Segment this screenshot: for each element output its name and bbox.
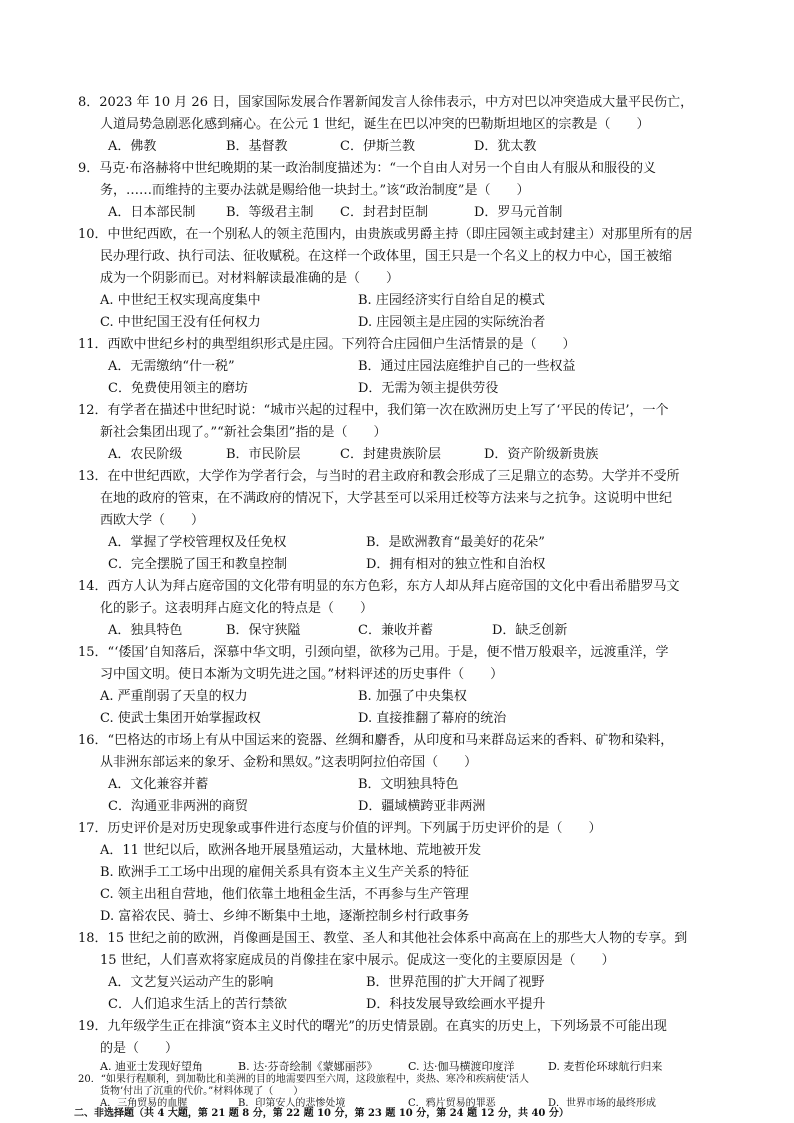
option-b[interactable]: B．等级君主制 xyxy=(226,205,314,220)
question-11 xyxy=(78,334,718,400)
option-row xyxy=(78,708,718,730)
question-stem-line: 19．九年级学生正在排演“资本主义时代的曙光”的历史情景剧。在真实的历史上，下列场景不可能出现 xyxy=(78,1019,667,1034)
option-a[interactable]: A．11 世纪以后，欧洲各地开展垦殖运动，大量林地、荒地被开发 xyxy=(100,843,482,858)
option-c[interactable]: C．人们追求生活上的苦行禁欲 xyxy=(108,997,287,1012)
option-row xyxy=(78,972,718,994)
option-b[interactable]: B．基督教 xyxy=(226,139,288,154)
option-b[interactable]: B．印第安人的悲惨处境 xyxy=(238,1098,346,1109)
option-b[interactable]: B. 欧洲手工工场中出现的雇佣关系具有资本主义生产关系的特征 xyxy=(100,865,469,880)
question-stem-line: 15．“‘倭国’自知落后，深慕中华文明，引颈向望，欲移为己用。于是，便不惜万般艰辛，远渡重洋，学 xyxy=(78,645,669,660)
option-d[interactable]: D. 庄园领主是庄园的实际统治者 xyxy=(358,315,546,330)
option-row xyxy=(78,202,718,224)
question-stem-line: 9．马克·布洛赫将中世纪晚期的某一政治制度描述为：“一个自由人对另一个自由人有服从和服役的义 xyxy=(78,161,657,176)
option-c[interactable]: C. 达·伽马横渡印度洋 xyxy=(408,1060,515,1073)
option-row xyxy=(78,356,718,378)
option-d[interactable]: D．犹太教 xyxy=(474,139,537,154)
question-stem-line: 15 世纪，人们喜欢将家庭成员的肖像挂在家中展示。促成这一变化的主要原因是（ ） xyxy=(100,953,615,968)
question-stem-line: 18．15 世纪之前的欧洲，肖像画是国王、教堂、圣人和其他社会体系中高高在上的那些大人物的专享。到 xyxy=(78,931,688,946)
option-b[interactable]: B．世界范围的扩大开阔了视野 xyxy=(366,975,545,990)
option-c[interactable]: C．兼收并蓄 xyxy=(358,623,433,638)
option-c[interactable]: C．鸦片贸易的罪恶 xyxy=(408,1098,496,1109)
option-d[interactable]: D. 直接推翻了幕府的统治 xyxy=(358,711,507,726)
question-stem-line: 新社会集团出现了。”“新社会集团”指的是（ ） xyxy=(100,425,387,440)
option-row xyxy=(78,444,718,466)
option-a[interactable]: A. 迪亚士发现好望角 xyxy=(100,1060,203,1073)
option-row xyxy=(78,994,718,1016)
option-a[interactable]: A．日本部民制 xyxy=(108,205,196,220)
option-row xyxy=(78,1060,718,1074)
question-stem-line: 化的影子。这表明拜占庭文化的特点是（ ） xyxy=(100,601,374,616)
option-d[interactable]: D. 麦哲伦环球航行归来 xyxy=(548,1060,663,1073)
option-b[interactable]: B．市民阶层 xyxy=(226,447,301,462)
option-d[interactable]: D．罗马元首制 xyxy=(474,205,563,220)
option-row xyxy=(78,378,718,400)
option-row xyxy=(78,312,718,334)
option-row xyxy=(78,796,718,818)
option-a[interactable]: A. 严重削弱了天皇的权力 xyxy=(100,689,248,704)
option-d[interactable]: D. 富裕农民、骑士、乡绅不断集中土地，逐渐控制乡村行政事务 xyxy=(100,909,470,924)
question-20 xyxy=(78,1074,718,1110)
question-stem-line: 的是（ ） xyxy=(100,1041,179,1056)
option-row xyxy=(78,774,718,796)
question-stem-line: 人道局势急剧恶化感到痛心。在公元 1 世纪，诞生在巴以冲突的巴勒斯坦地区的宗教是（ ） xyxy=(100,117,650,132)
question-9 xyxy=(78,158,718,224)
question-stem-line: 13．在中世纪西欧，大学作为学者行会，与当时的君主政府和教会形成了三足鼎立的态势。大学并不受所 xyxy=(78,469,680,484)
option-c[interactable]: C. 领主出租自营地，他们依靠土地租金生活，不再参与生产管理 xyxy=(100,887,469,902)
option-d[interactable]: D．资产阶级新贵族 xyxy=(484,447,599,462)
question-8 xyxy=(78,92,718,158)
option-c[interactable]: C．免费使用领主的磨坊 xyxy=(108,381,248,396)
question-19 xyxy=(78,1016,718,1060)
option-c[interactable]: C. 使武士集团开始掌握政权 xyxy=(100,711,261,726)
option-c[interactable]: C．封建贵族阶层 xyxy=(340,447,441,462)
question-stem-line: 习中国文明。使日本渐为文明先进之国。”材料评述的历史事件（ ） xyxy=(100,667,504,682)
question-stem-line: 10．中世纪西欧，在一个别私人的领主范围内，由贵族或男爵主持（即庄园领主或封建主）对那里所有的居 xyxy=(78,227,693,242)
option-b[interactable]: B. 达·芬奇绘制《蒙娜丽莎》 xyxy=(238,1060,378,1073)
question-15 xyxy=(78,642,718,730)
question-16 xyxy=(78,730,718,818)
option-a[interactable]: A．无需缴纳“什一税” xyxy=(108,359,235,374)
question-14 xyxy=(78,576,718,642)
option-row xyxy=(78,136,718,158)
option-a[interactable]: A．三角贸易的血腥 xyxy=(100,1098,188,1109)
question-stem-line: 17．历史评价是对历史现象或事件进行态度与价值的评判。下列属于历史评价的是（ ） xyxy=(78,821,602,836)
question-13 xyxy=(78,466,718,576)
question-stem-line: 8．2023 年 10 月 26 日，国家国际发展合作署新闻发言人徐伟表示，中方对巴以冲突造成大量平民伤亡， xyxy=(78,95,694,110)
question-stem-line: 在地的政府的管束，在不满政府的情况下，大学甚至可以采用迁校等方法来与之抗争。这说明中世纪 xyxy=(100,491,673,506)
option-b[interactable]: B．是欧洲教育“最美好的花朵” xyxy=(366,535,545,550)
question-stem-line: 西欧大学（ ） xyxy=(100,513,205,528)
option-d[interactable]: D．拥有相对的独立性和自治权 xyxy=(366,557,546,572)
question-19-options xyxy=(78,1060,718,1074)
question-10 xyxy=(78,224,718,334)
option-row xyxy=(78,554,718,576)
option-row xyxy=(78,686,718,708)
option-b[interactable]: B. 庄园经济实行自给自足的模式 xyxy=(358,293,545,308)
option-b[interactable]: B. 加强了中央集权 xyxy=(358,689,467,704)
question-17 xyxy=(78,818,718,928)
option-d[interactable]: D．世界市场的最终形成 xyxy=(548,1098,657,1109)
question-stem-line: 民办理行政、执行司法、征收赋税。在这样一个政体里，国王只是一个名义上的权力中心，国王被缩 xyxy=(100,249,673,264)
question-stem-line: 从非洲东部运来的象牙、金粉和黑奴。”这表明阿拉伯帝国（ ） xyxy=(100,755,478,770)
question-stem-line: 16．“巴格达的市场上有从中国运来的瓷器、丝绸和麝香，从印度和马来群岛运来的香料、矿物和染料， xyxy=(78,733,674,748)
option-c[interactable]: C．伊斯兰教 xyxy=(340,139,415,154)
option-c[interactable]: C．封君封臣制 xyxy=(340,205,428,220)
option-b[interactable]: B．文明独具特色 xyxy=(358,777,459,792)
option-a[interactable]: A．佛教 xyxy=(108,139,157,154)
question-stem-line: 12．有学者在描述中世纪时说：“城市兴起的过程中，我们第一次在欧洲历史上写了‘平民的传记’，一个 xyxy=(78,403,669,418)
option-d[interactable]: D．科技发展导致绘画水平提升 xyxy=(366,997,546,1012)
question-stem-line: 货物’付出了沉重的代价。”材料体现了（ ） xyxy=(100,1086,304,1097)
option-b[interactable]: B．通过庄园法庭维护自己的一些权益 xyxy=(358,359,576,374)
section-heading-non-choice: 二、非选择题（共 4 大题，第 21 题 8 分，第 22 题 10 分，第 23 题 10 分，第 24 题 12 分，共 40 分） xyxy=(74,1108,569,1119)
option-a[interactable]: A．农民阶级 xyxy=(108,447,183,462)
option-c[interactable]: C．完全摆脱了国王和教皇控制 xyxy=(108,557,287,572)
option-a[interactable]: A．掌握了学校管理权及任免权 xyxy=(108,535,287,550)
option-c[interactable]: C．沟通亚非两洲的商贸 xyxy=(108,799,248,814)
question-stem-line: 成为一个阴影而已。对材料解读最准确的是（ ） xyxy=(100,271,400,286)
option-row xyxy=(78,532,718,554)
option-row xyxy=(78,620,718,642)
option-c[interactable]: C. 中世纪国王没有任何权力 xyxy=(100,315,261,330)
question-stem-line: 11．西欧中世纪乡村的典型组织形式是庄园。下列符合庄园佃户生活情景的是（ ） xyxy=(78,337,576,352)
question-stem-line: 20．“如果行程顺利，到加勒比和美洲的目的地需要四至六周，这段旅程中，炎热、寒冷和疾病使‘活人 xyxy=(78,1074,530,1085)
option-row xyxy=(78,290,718,312)
option-a[interactable]: A．独具特色 xyxy=(108,623,183,638)
option-d[interactable]: D．无需为领主提供劳役 xyxy=(358,381,499,396)
question-18 xyxy=(78,928,718,1016)
question-stem-line: 务，……而维持的主要办法就是赐给他一块封土。”该“政治制度”是（ ） xyxy=(100,183,530,198)
option-d[interactable]: D．疆域横跨亚非两洲 xyxy=(358,799,486,814)
option-a[interactable]: A. 中世纪王权实现高度集中 xyxy=(100,293,261,308)
option-b[interactable]: B．保守狭隘 xyxy=(226,623,301,638)
question-stem-line: 14．西方人认为拜占庭帝国的文化带有明显的东方色彩，东方人却从拜占庭帝国的文化中看出希腊罗马文 xyxy=(78,579,680,594)
option-a[interactable]: A．文化兼容并蓄 xyxy=(108,777,209,792)
option-a[interactable]: A．文艺复兴运动产生的影响 xyxy=(108,975,274,990)
option-d[interactable]: D．缺乏创新 xyxy=(492,623,568,638)
question-12 xyxy=(78,400,718,466)
